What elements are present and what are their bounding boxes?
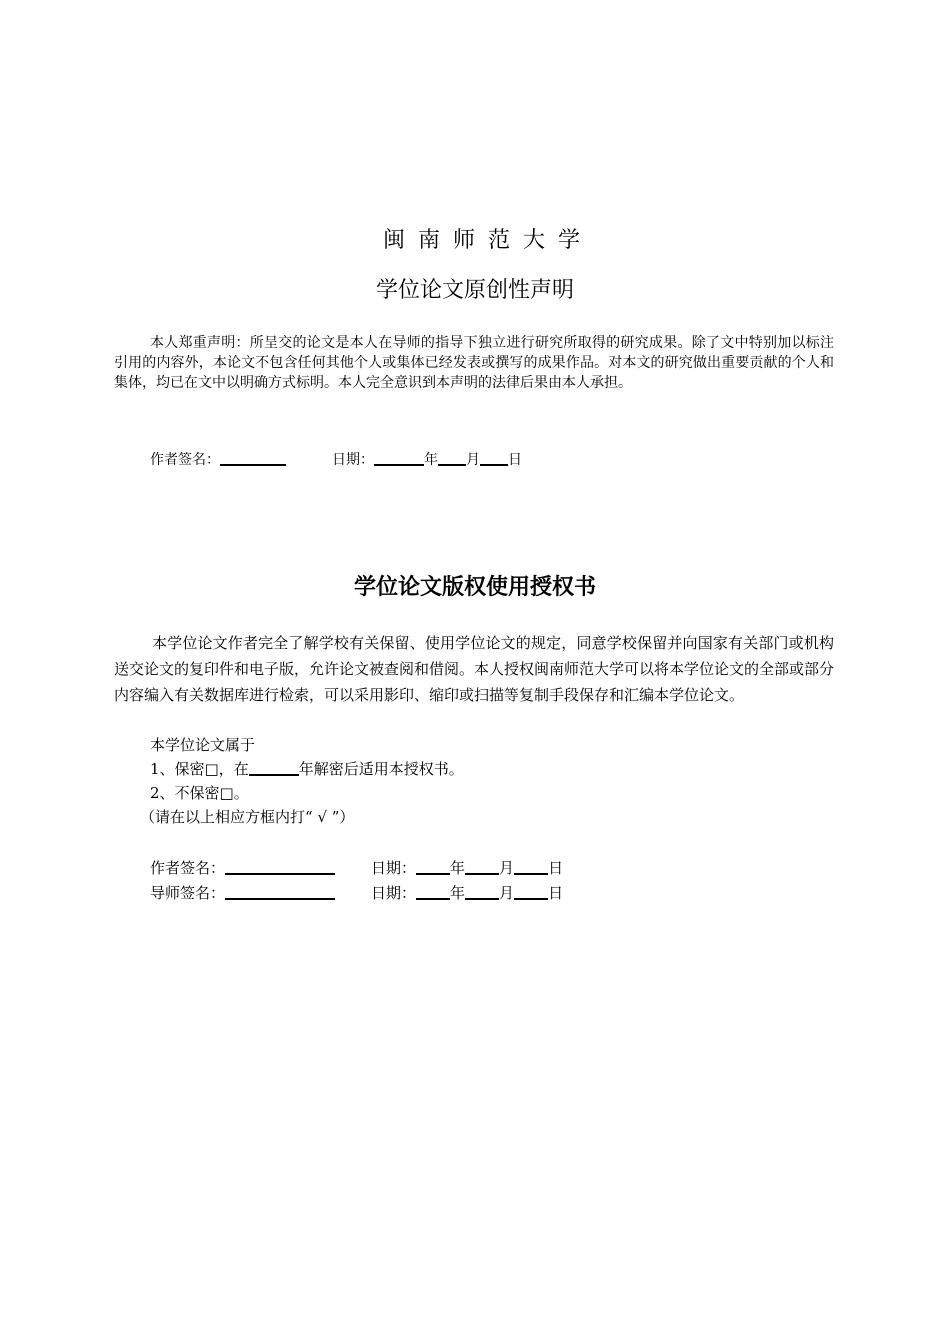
author-signature-blank[interactable] (225, 859, 335, 875)
month-label: 月 (466, 452, 480, 468)
year-label: 年 (424, 452, 438, 468)
thesis-category-label: 本学位论文属于 (150, 736, 256, 754)
advisor-signature-blank[interactable] (225, 884, 335, 900)
originality-title: 学位论文原创性声明 (375, 278, 574, 303)
originality-body: 本人郑重声明：所呈交的论文是本人在导师的指导下独立进行研究所取得的研究成果。除了文中特别加以标注引用的内容外，本论文不包含任何其他个人或集体已经发表或撰写的成果作品。对本文的研究做出重要贡献的个人和集体，均已在文中以明确方式标明。本人完全意识到本声明的法律后果由本人承担。 (114, 335, 834, 391)
advisor-signature-line (150, 881, 563, 905)
day-label: 日 (508, 452, 522, 468)
month-label: 月 (499, 884, 515, 902)
date-label: 日期： (371, 859, 417, 877)
date-year-blank[interactable] (416, 859, 450, 875)
option-confidential (150, 757, 464, 781)
author-signature-label: 作者签名： (150, 452, 220, 468)
declassify-years-blank[interactable] (249, 760, 299, 776)
option-confidential-suffix: 年解密后适用本授权书。 (298, 760, 464, 778)
date-month-blank[interactable] (465, 859, 499, 875)
date-month-blank[interactable] (465, 884, 499, 900)
date-day-blank[interactable] (480, 450, 508, 466)
author-signature-blank[interactable] (220, 450, 286, 466)
day-label: 日 (548, 884, 564, 902)
day-label: 日 (548, 859, 564, 877)
year-label: 年 (450, 859, 466, 877)
date-day-blank[interactable] (514, 859, 548, 875)
checkbox-instruction: （请在以上相应方框内打“ √ ”） (140, 808, 355, 826)
date-year-blank[interactable] (416, 884, 450, 900)
university-name: 闽南师范大学 (382, 228, 593, 253)
author-signature-line (150, 856, 563, 880)
month-label: 月 (499, 859, 515, 877)
author-signature-label: 作者签名： (150, 859, 226, 877)
date-label: 日期： (371, 884, 417, 902)
date-month-blank[interactable] (438, 450, 466, 466)
advisor-signature-label: 导师签名： (150, 884, 226, 902)
authorization-title: 学位论文版权使用授权书 (353, 575, 596, 600)
originality-signature-line (150, 450, 522, 470)
year-label: 年 (450, 884, 466, 902)
option-not-confidential: 2、不保密□。 (150, 784, 249, 802)
authorization-body: 本学位论文作者完全了解学校有关保留、使用学位论文的规定，同意学校保留并向国家有关部门或机构送交论文的复印件和电子版，允许论文被查阅和借阅。本人授权闽南师范大学可以将本学位论文的全部或部分内容编入有关数据库进行检索，可以采用影印、缩印或扫描等复制手段保存和汇编本学位论文。 (114, 634, 835, 704)
date-year-blank[interactable] (374, 450, 424, 466)
date-label: 日期： (332, 452, 374, 468)
date-day-blank[interactable] (514, 884, 548, 900)
option-confidential-prefix: 1、保密□，在 (150, 760, 249, 778)
